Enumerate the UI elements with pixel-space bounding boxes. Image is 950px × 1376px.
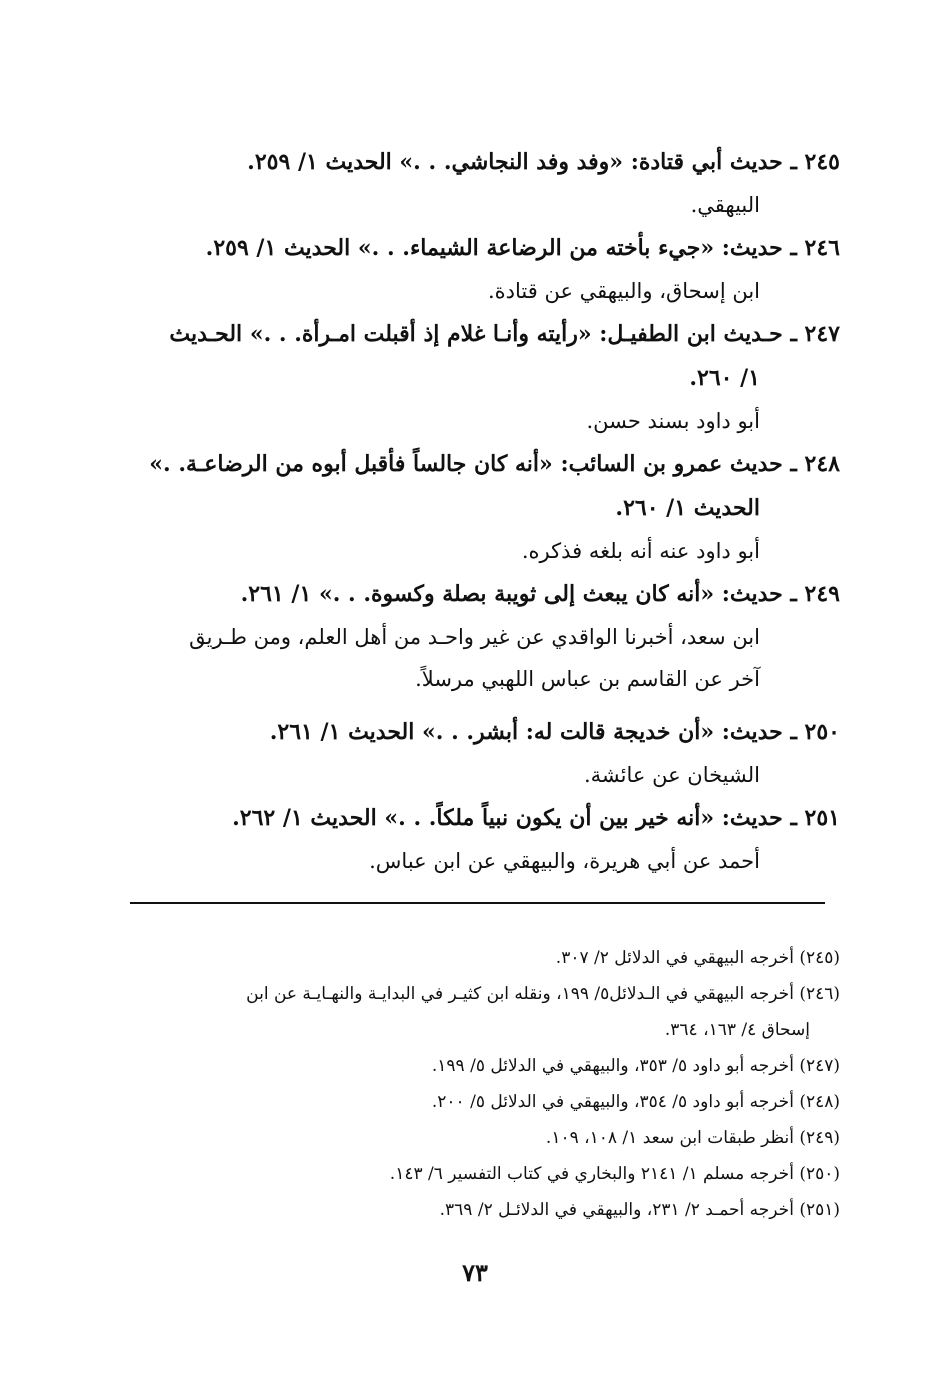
entry-249 (120, 572, 840, 700)
entry-source: أبو داود بسند حسن. (586, 409, 760, 433)
footnote-250: (٢٥٠) أخرجه مسلم ١/ ٢١٤١ والبخاري في كتاب التفسير ٦/ ١٤٣. (389, 1164, 840, 1184)
footnote-divider (130, 902, 825, 904)
footnote-246-continued: إسحاق ٤/ ١٦٣، ٣٦٤. (664, 1020, 810, 1040)
entry-251 (120, 796, 840, 882)
entry-heading: ٢٤٦ ـ حديث: «جيء بأخته من الرضاعة الشيماء. . .» الحديث ١/ ٢٥٩. (205, 235, 840, 261)
entry-source-continued: آخر عن القاسم بن عباس اللهبي مرسلاً. (415, 667, 760, 691)
entry-source: البيهقي. (690, 193, 760, 217)
footnote-245: (٢٤٥) أخرجه البيهقي في الدلائل ٢/ ٣٠٧. (555, 948, 840, 968)
entry-247 (120, 312, 840, 442)
footnote-247: (٢٤٧) أخرجه أبو داود ٥/ ٣٥٣، والبيهقي في الدلائل ٥/ ١٩٩. (431, 1056, 840, 1076)
entry-heading: ٢٤٩ ـ حديث: «أنه كان يبعث إلى ثويبة بصلة وكسوة. . .» ١/ ٢٦١. (240, 581, 840, 607)
entry-source: أبو داود عنه أنه بلغه فذكره. (521, 539, 760, 563)
entry-heading: ٢٤٨ ـ حديث عمرو بن السائب: «أنه كان جالساً فأقبل أبوه من الرضاعـة. .» (149, 451, 840, 477)
entry-source: ابن إسحاق، والبيهقي عن قتادة. (488, 279, 760, 303)
entry-heading: ٢٥٠ ـ حديث: «أن خديجة قالت له: أبشر. . .» الحديث ١/ ٢٦١. (269, 719, 840, 745)
entry-source: الشيخان عن عائشة. (584, 763, 760, 787)
hadith-entries (120, 140, 840, 882)
entry-245 (120, 140, 840, 226)
entry-246 (120, 226, 840, 312)
entry-heading: ٢٤٥ ـ حديث أبي قتادة: «وفد وفد النجاشي. . .» الحديث ١/ ٢٥٩. (247, 149, 840, 175)
entry-heading-continued: الحديث ١/ ٢٦٠. (615, 495, 760, 521)
spacer (120, 700, 840, 710)
footnote-249: (٢٤٩) أنظر طبقات ابن سعد ١/ ١٠٨، ١٠٩. (545, 1128, 840, 1148)
entry-source: أحمد عن أبي هريرة، والبيهقي عن ابن عباس. (369, 849, 760, 873)
page-number: ٧٣ (462, 1258, 488, 1287)
footnote-246: (٢٤٦) أخرجه البيهقي في الـدلائل٥/ ١٩٩، ونقله ابن كثيـر في البدايـة والنهـايـة عن ابن (246, 984, 840, 1004)
entry-heading-continued: ١/ ٢٦٠. (689, 365, 760, 391)
entry-248 (120, 442, 840, 572)
footnote-251: (٢٥١) أخرجه أحمـد ٢/ ٢٣١، والبيهقي في الدلائـل ٢/ ٣٦٩. (439, 1200, 840, 1220)
entry-heading: ٢٤٧ ـ حـديث ابن الطفيـل: «رأيته وأنـا غلام إذ أقبلت امـرأة. . .» الحـديث (169, 321, 840, 347)
footnote-248: (٢٤٨) أخرجه أبو داود ٥/ ٣٥٤، والبيهقي في الدلائل ٥/ ٢٠٠. (431, 1092, 840, 1112)
entry-250 (120, 710, 840, 796)
footnotes (120, 940, 840, 1228)
entry-source: ابن سعد، أخبرنا الواقدي عن غير واحـد من أهل العلم، ومن طـريق (189, 625, 760, 649)
entry-heading: ٢٥١ ـ حديث: «أنه خير بين أن يكون نبياً ملكاً. . .» الحديث ١/ ٢٦٢. (232, 805, 840, 831)
